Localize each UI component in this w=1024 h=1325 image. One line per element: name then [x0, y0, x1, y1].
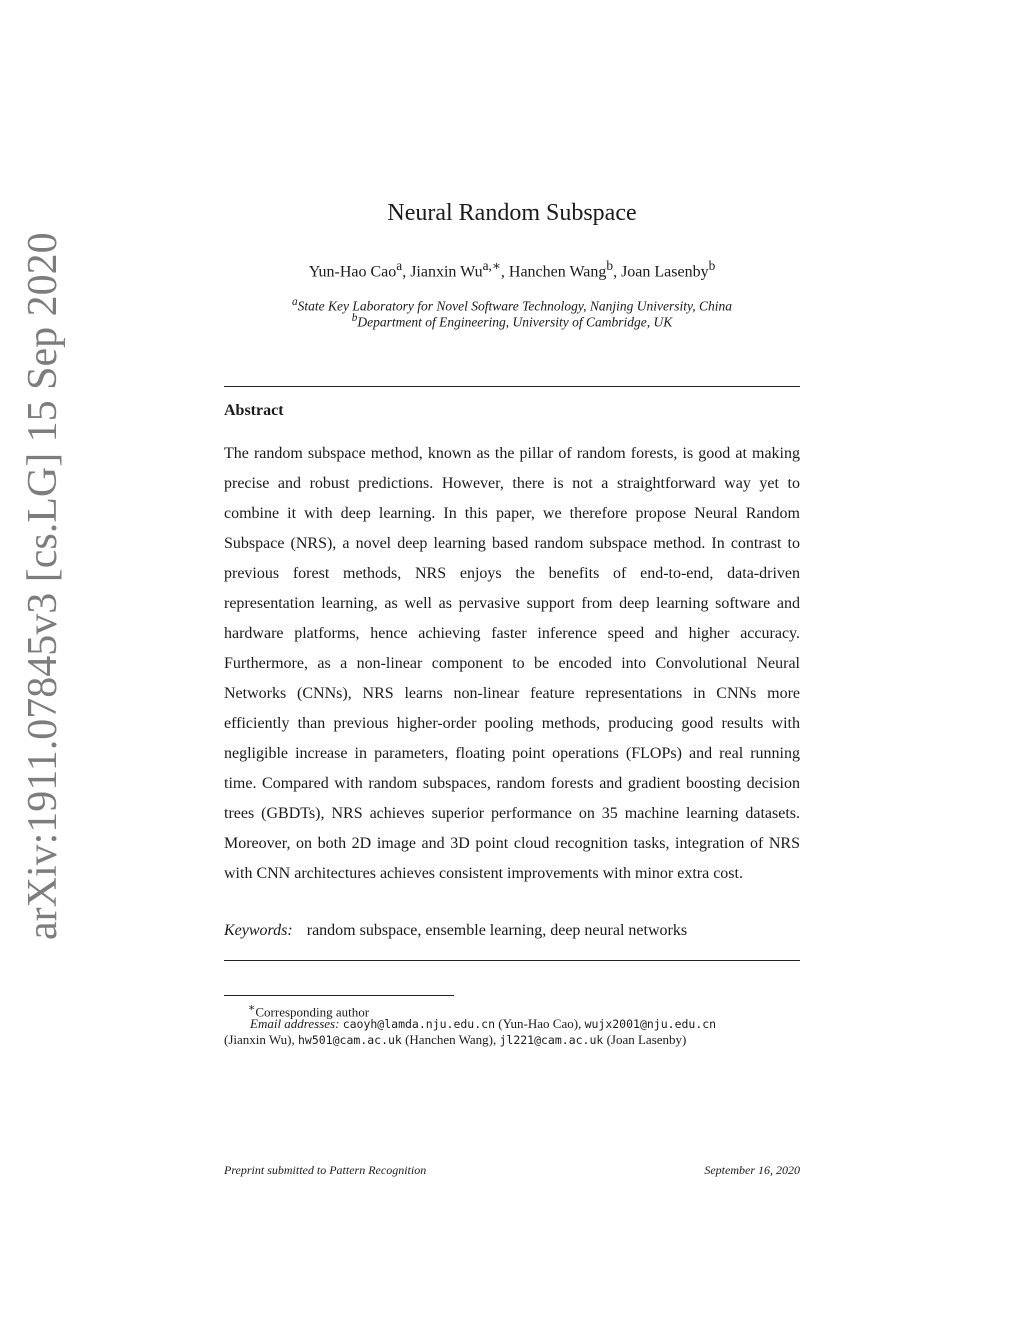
author-affil-marker: a,∗ [482, 258, 501, 273]
page-footer [224, 1163, 800, 1178]
author-name: Hanchen Wang [508, 263, 607, 281]
abstract-top-rule [224, 386, 800, 387]
email-owner: (Jianxin Wu) [224, 1032, 292, 1047]
author-name: Yun-Hao Cao [308, 263, 397, 281]
email-link[interactable]: wujx2001@nju.edu.cn [584, 1017, 717, 1031]
paper-title: Neural Random Subspace [387, 200, 637, 226]
email-label: Email addresses: [250, 1016, 340, 1031]
affiliation-marker: a [292, 296, 298, 308]
corresponding-author-text: Corresponding author [255, 1004, 370, 1020]
abstract-bottom-rule [224, 960, 800, 961]
email-owner: (Joan Lasenby) [606, 1032, 687, 1047]
abstract-text: The random subspace method, known as the pillar of random forests, is good at making precise and robust predictions. However, there is not a straightforward way yet to combine it with deep learning. In this paper, we therefore propose Neural Random Subspace (NRS), a novel deep learning based random subspace method. In contrast to previous forest methods, NRS enjoys the benefits of end-to-end, data-driven representation learning, as well as pervasive support from deep learning software and hardware platforms, hence achieving faster inference speed and higher accuracy. Furthermore, as a non-linear component to be encoded into Convolutional Neural Networks (CNNs), NRS learns non-linear feature representations in CNNs more efficiently than previous higher-order pooling methods, producing good results with negligible increase in parameters, floating point operations (FLOPs) and real running time. Compared with random subspaces, random forests and gradient boosting decision trees (GBDTs), NRS achieves superior performance on 35 machine learning datasets. Moreover, on both 2D image and 3D point cloud recognition tasks, integration of NRS with CNN architectures achieves consistent improvements with minor extra cost. [224, 445, 800, 882]
author-name: Joan Lasenby [621, 263, 709, 281]
footnote-emails-line2: (Jianxin Wu), hw501@cam.ac.uk (Hanchen Wang), jl221@cam.ac.uk (Joan Lasenby) [224, 1032, 687, 1047]
keywords-line [224, 922, 800, 940]
affiliation-marker: b [351, 312, 358, 324]
affiliation-text: State Key Laboratory for Novel Software Technology, Nanjing University, China [297, 298, 732, 314]
footnote-rule [224, 995, 454, 996]
email-link[interactable]: jl221@cam.ac.uk [499, 1033, 604, 1047]
abstract-heading: Abstract [224, 402, 284, 419]
email-owner: (Hanchen Wang) [405, 1032, 493, 1047]
author-affil-marker: b [606, 258, 614, 273]
arxiv-identifier-stamp: arXiv:1911.07845v3 [cs.LG] 15 Sep 2020 [20, 232, 66, 940]
footnote-emails-line1: Email addresses: caoyh@lamda.nju.edu.cn (Yun-Hao Cao), wujx2001@nju.edu.cn [250, 1016, 717, 1031]
keywords-label: Keywords: [224, 922, 293, 939]
affiliation-b [0, 312, 1024, 331]
email-link[interactable]: caoyh@lamda.nju.edu.cn [342, 1017, 496, 1031]
email-link[interactable]: hw501@cam.ac.uk [297, 1033, 402, 1047]
affiliation-text: Department of Engineering, University of Cambridge, UK [357, 314, 673, 330]
author-list: Yun-Hao Cao$^a$, Jianxin $Wu^{a,∗}$, Hanchen Wang$^b$, Joan Lasenby$^b$ [308, 258, 716, 281]
footer-submission-note: Preprint submitted to Pattern Recognition [224, 1163, 427, 1177]
author-affil-marker: b [708, 258, 716, 273]
email-owner: (Yun-Hao Cao) [498, 1016, 579, 1031]
author-affil-marker: a [396, 258, 403, 273]
keywords-text: random subspace, ensemble learning, deep neural networks [306, 922, 688, 939]
author-name: Jianxin Wu [410, 263, 483, 281]
footnote-marker: ∗ [248, 1002, 256, 1014]
footer-date: September 16, 2020 [704, 1163, 800, 1177]
